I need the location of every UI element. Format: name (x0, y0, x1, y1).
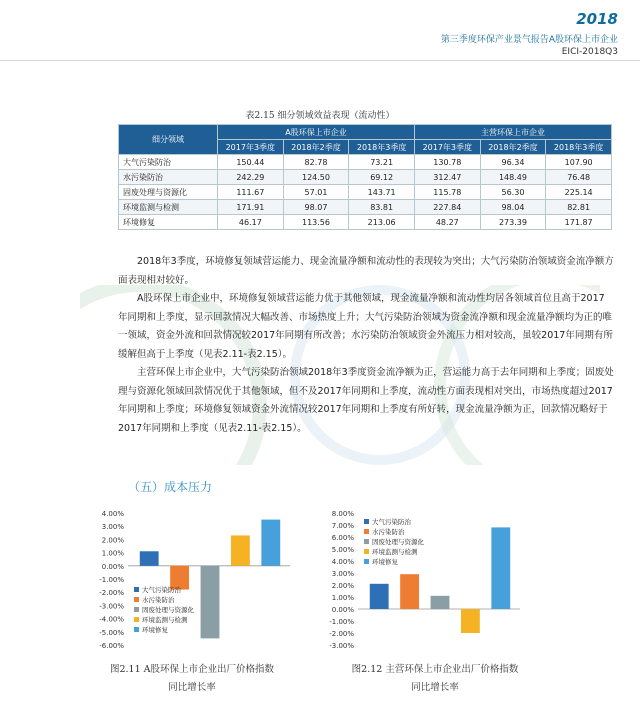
legend-label: 水污染防治 (372, 528, 405, 536)
y-tick-label: -4.00% (99, 615, 124, 624)
legend-swatch (364, 529, 369, 534)
y-tick-label: 7.00% (331, 522, 354, 530)
y-tick-label: -5.00% (99, 628, 124, 637)
table-row (119, 200, 612, 215)
cell: 143.71 (349, 185, 415, 200)
cell: 98.07 (283, 200, 349, 215)
legend-swatch (134, 627, 139, 632)
row-name: 水污染防治 (119, 170, 218, 185)
cell: 83.81 (349, 200, 415, 215)
quarter-header: 2018年2季度 (283, 140, 349, 155)
quarter-header: 2018年3季度 (546, 140, 612, 155)
paragraph-3: 主营环保上市企业中，大气污染防治领域2018年3季度资金流净额为正，营运能力高于去年同期和上季度；固废处理与资源化领域回款情况优于其他领域，但不及2017年同期和上季度，流动性方面表现相对突出，市场热度超过2017年同期和上季度；环境修复领域资金外流情况较2017年同期和上季度有所好转，现金流量净额为正，回款情况略好于2017年同期和上季度（见表2.11-表2.15）。 (118, 367, 614, 434)
legend-label: 环境修复 (142, 626, 168, 634)
y-tick-label: 8.00% (331, 510, 354, 518)
cell: 113.56 (283, 215, 349, 230)
bar (261, 520, 280, 566)
y-tick-label: -1.00% (99, 576, 124, 584)
table-row (119, 215, 612, 230)
y-tick-label: -3.00% (99, 602, 124, 611)
figure-caption (92, 661, 292, 697)
report-year: 2018 (576, 10, 618, 28)
cell: 73.21 (349, 155, 415, 170)
header-divider (0, 60, 640, 61)
quarter-header: 2017年3季度 (414, 140, 480, 155)
legend-label: 大气污染防治 (142, 586, 181, 594)
quarter-header: 2017年3季度 (218, 140, 284, 155)
legend-swatch (134, 617, 139, 622)
cell: 273.39 (480, 215, 546, 230)
bar (431, 596, 450, 609)
cell: 98.04 (480, 200, 546, 215)
legend-label: 大气污染防治 (372, 518, 411, 526)
y-tick-label: 0.00% (331, 606, 354, 614)
bar (370, 584, 389, 609)
group-b-header: 主营环保上市企业 (414, 125, 611, 140)
row-name: 大气污染防治 (119, 155, 218, 170)
legend-label: 环境监测与检测 (372, 548, 418, 556)
paragraph-2: A股环保上市企业中，环境修复领域营运能力优于其他领域，现金流量净额和流动性均居各领域首位且高于2017年同期和上季度，显示回款情况大幅改善、市场热度上升；大气污染防治领域为资金流净额和现金流量净额均为正的唯一领域，资金外流和回款情况较2017年同期有所改善；水污染防治领域资金外流压力相对较高，虽较2017年同期有所缓解但高于上季度（见表2.11-表2.15）。 (118, 293, 613, 360)
cell: 312.47 (414, 170, 480, 185)
figure-caption-line: 同比增长率 (168, 682, 216, 693)
legend-swatch (364, 549, 369, 554)
cell: 82.78 (283, 155, 349, 170)
cell: 96.34 (480, 155, 546, 170)
cell: 46.17 (218, 215, 284, 230)
bar (491, 527, 510, 609)
figure-caption-line: 同比增长率 (411, 682, 459, 693)
row-name: 固废处理与资源化 (119, 185, 218, 200)
chart-a-share-svg (90, 505, 300, 655)
legend-swatch (134, 587, 139, 592)
legend-label: 固废处理与资源化 (372, 538, 424, 546)
report-code: EICI-2018Q3 (561, 47, 618, 57)
group-a-header: A股环保上市企业 (218, 125, 415, 140)
efficiency-table (118, 124, 612, 230)
bar (140, 551, 159, 566)
figure-caption-line: 图2.11 A股环保上市企业出厂价格指数 (109, 664, 275, 675)
y-tick-label: 6.00% (331, 534, 354, 542)
y-tick-label: -6.00% (99, 642, 124, 650)
cell: 242.29 (218, 170, 284, 185)
table-row (119, 185, 612, 200)
y-tick-label: -2.00% (329, 630, 354, 638)
figure-caption-line: 图2.12 主营环保上市企业出厂价格指数 (351, 664, 519, 675)
cell: 107.90 (546, 155, 612, 170)
cell: 130.78 (414, 155, 480, 170)
y-tick-label: 3.00% (331, 570, 354, 578)
table-title: 表2.15 细分领域效益表现（流动性） (245, 111, 395, 121)
cell: 76.48 (546, 170, 612, 185)
cell: 213.06 (349, 215, 415, 230)
cell: 124.50 (283, 170, 349, 185)
y-tick-label: 0.00% (101, 562, 124, 571)
cell: 225.14 (546, 185, 612, 200)
legend-swatch (134, 607, 139, 612)
legend-label: 环境修复 (372, 558, 398, 566)
table-row (119, 155, 612, 170)
cell: 69.12 (349, 170, 415, 185)
y-tick-label: 2.00% (101, 536, 124, 545)
legend-swatch (364, 539, 369, 544)
y-tick-label: 2.00% (331, 582, 354, 590)
cell: 227.84 (414, 200, 480, 215)
y-tick-label: -2.00% (99, 589, 124, 598)
legend-swatch (134, 597, 139, 602)
legend-label: 水污染防治 (142, 596, 175, 604)
paragraph-1: 2018年3季度，环境修复领域营运能力、现金流量净额和流动性的表现较为突出；大气污染防治领域资金流净额方面表现相对较好。 (118, 256, 614, 286)
cell: 150.44 (218, 155, 284, 170)
bar (400, 574, 419, 609)
cell: 115.78 (414, 185, 480, 200)
col-domain-header: 细分领域 (119, 125, 218, 155)
cell: 48.27 (414, 215, 480, 230)
section-title: （五）成本压力 (128, 480, 213, 494)
cell: 171.87 (546, 215, 612, 230)
figure-caption (330, 661, 540, 697)
y-tick-label: 1.00% (331, 594, 354, 602)
chart-main-business-svg (320, 505, 530, 655)
legend-label: 环境监测与检测 (142, 616, 188, 624)
quarter-header: 2018年2季度 (480, 140, 546, 155)
y-tick-label: 4.00% (331, 558, 354, 566)
y-tick-label: 1.00% (101, 549, 124, 558)
cell: 171.91 (218, 200, 284, 215)
y-tick-label: 3.00% (101, 523, 124, 532)
bar (231, 535, 250, 565)
quarter-header: 2018年3季度 (349, 140, 415, 155)
report-subtitle: 第三季度环保产业景气报告A股环保上市企业 (440, 35, 618, 45)
bar (201, 566, 220, 639)
row-name: 环境监测与检测 (119, 200, 218, 215)
table-row (119, 170, 612, 185)
chart-main-business (320, 505, 530, 655)
row-name: 环境修复 (119, 215, 218, 230)
cell: 148.49 (480, 170, 546, 185)
cell: 111.67 (218, 185, 284, 200)
legend-swatch (364, 559, 369, 564)
cell: 82.81 (546, 200, 612, 215)
y-tick-label: -3.00% (329, 642, 354, 650)
y-tick-label: 4.00% (101, 510, 124, 518)
legend-swatch (364, 519, 369, 524)
legend-label: 固废处理与资源化 (142, 606, 194, 614)
y-tick-label: 5.00% (331, 546, 354, 554)
bar (461, 609, 480, 633)
y-tick-label: -1.00% (329, 618, 354, 626)
chart-a-share (90, 505, 300, 655)
cell: 56.30 (480, 185, 546, 200)
cell: 57.01 (283, 185, 349, 200)
